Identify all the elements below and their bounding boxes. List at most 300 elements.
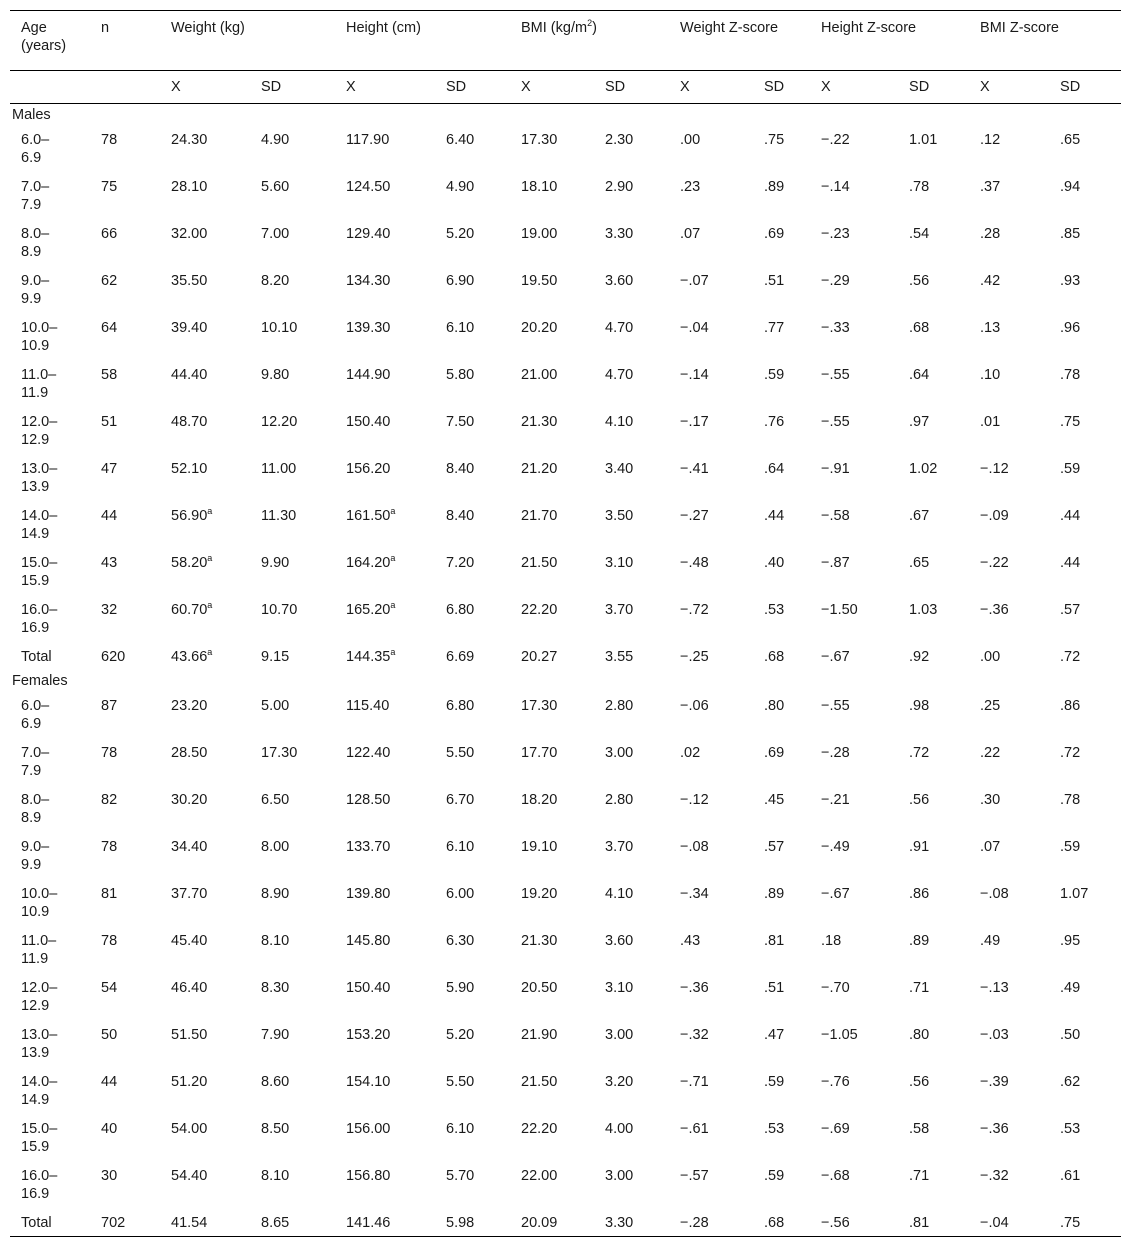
cell-bmi-z-sd: .49 (1060, 980, 1081, 996)
cell-age: 6.0– 6.9 (21, 132, 50, 166)
cell-weight-sd: 7.90 (261, 1027, 290, 1043)
cell-height-mean (335, 363, 435, 410)
cell-height-mean (335, 929, 435, 976)
cell-weight-mean (160, 316, 250, 363)
cell-weight-z-sd: .77 (764, 320, 785, 336)
cell-bmi-sd: 3.10 (605, 980, 634, 996)
table-row (10, 504, 1121, 551)
sub-header-sd: SD (435, 71, 510, 104)
cell-bmi-sd: 2.80 (605, 792, 634, 808)
cell-weight-z-sd: .81 (764, 933, 785, 949)
cell-n: 66 (101, 226, 118, 242)
cell-bmi-z-sd: .65 (1060, 132, 1081, 148)
sub-header-mean: X (969, 71, 1049, 104)
cell-height-z-sd: .91 (909, 839, 930, 855)
cell-height-sd: 6.10 (446, 320, 475, 336)
cell-height-mean (335, 457, 435, 504)
value: 145.80 (346, 933, 391, 949)
cell-weight-mean (160, 1117, 250, 1164)
cell-height-z-mean: −.49 (821, 839, 850, 855)
cell-age: 13.0– 13.9 (21, 461, 58, 495)
table-row (10, 128, 1121, 175)
cell-height-z-mean: −.28 (821, 745, 850, 761)
table-row (10, 222, 1121, 269)
cell-weight-mean (160, 175, 250, 222)
cell-bmi-z-sd: .85 (1060, 226, 1081, 242)
cell-weight-sd: 10.70 (261, 602, 298, 618)
cell-bmi-z-mean: .10 (980, 367, 1001, 383)
cell-weight-mean (160, 128, 250, 175)
cell-n: 75 (101, 179, 118, 195)
cell-bmi-mean: 21.00 (521, 367, 558, 383)
cell-height-sd: 5.50 (446, 1074, 475, 1090)
cell-height-sd: 6.40 (446, 132, 475, 148)
cell-height-z-mean: −.91 (821, 461, 850, 477)
sub-header-mean: X (510, 71, 594, 104)
cell-bmi-z-mean: −.12 (980, 461, 1009, 477)
cell-weight-z-sd: .51 (764, 273, 785, 289)
cell-age: Total (10, 1211, 90, 1237)
cell-weight-sd: 10.10 (261, 320, 298, 336)
value: 139.80 (346, 886, 391, 902)
section-label: Females (12, 673, 68, 689)
cell-bmi-z-mean: .42 (980, 273, 1001, 289)
cell-n: 44 (101, 508, 118, 524)
cell-bmi-z-mean: −.36 (980, 602, 1009, 618)
cell-age: 14.0– 14.9 (21, 1074, 58, 1108)
cell-height-z-sd: .68 (909, 320, 930, 336)
cell-weight-sd: 9.90 (261, 555, 290, 571)
cell-weight-mean (160, 835, 250, 882)
cell-weight-z-sd: .59 (764, 367, 785, 383)
cell-bmi-z-mean: .28 (980, 226, 1001, 242)
cell-height-sd: 6.10 (446, 1121, 475, 1137)
cell-height-mean (335, 410, 435, 457)
cell-weight-z-mean: −.41 (680, 461, 709, 477)
cell-weight-z-sd: .59 (764, 1074, 785, 1090)
cell-age: 16.0– 16.9 (21, 602, 58, 636)
value: 156.80 (346, 1168, 391, 1184)
table-body (10, 104, 1121, 1237)
value: 54.00 (171, 1121, 208, 1137)
cell-age: Total (21, 649, 52, 665)
cell-bmi-sd: 4.10 (605, 886, 634, 902)
cell-height-z-sd: .81 (898, 1211, 969, 1237)
table-row (10, 694, 1121, 741)
cell-height-z-mean: −.67 (821, 649, 850, 665)
cell-height-z-sd: .58 (909, 1121, 930, 1137)
cell-bmi-z-sd: .72 (1060, 649, 1081, 665)
col-header-bmi-z: BMI Z-score (969, 11, 1121, 71)
cell-bmi-z-mean: .07 (980, 839, 1001, 855)
cell-bmi-sd: 3.00 (605, 745, 634, 761)
cell-weight-sd: 11.30 (261, 508, 297, 524)
cell-age: 15.0– 15.9 (21, 1121, 58, 1155)
cell-n: 54 (101, 980, 118, 996)
cell-weight-z-mean: .23 (680, 179, 701, 195)
cell-height-z-mean: −.55 (821, 367, 850, 383)
anthropometric-table (10, 10, 1121, 1237)
cell-weight-z-mean: −.34 (680, 886, 709, 902)
cell-height-mean (335, 1211, 435, 1237)
value: 48.70 (171, 414, 208, 430)
cell-n: 78 (101, 839, 118, 855)
value: 156.00 (346, 1121, 391, 1137)
cell-age: 12.0– 12.9 (21, 414, 58, 448)
cell-height-mean (335, 1070, 435, 1117)
cell-bmi-mean: 22.20 (521, 1121, 558, 1137)
cell-age: 16.0– 16.9 (21, 1168, 58, 1202)
cell-weight-mean (160, 598, 250, 645)
cell-height-sd: 4.90 (446, 179, 475, 195)
value: 128.50 (346, 792, 391, 808)
cell-bmi-z-mean: .30 (980, 792, 1001, 808)
cell-height-z-sd: .56 (909, 1074, 930, 1090)
value: 34.40 (171, 839, 208, 855)
cell-weight-z-mean: −.06 (680, 698, 709, 714)
bmi-close: ) (592, 20, 597, 36)
cell-bmi-mean: 20.27 (521, 649, 558, 665)
cell-n: 50 (101, 1027, 118, 1043)
value: 37.70 (171, 886, 208, 902)
value: 133.70 (346, 839, 391, 855)
cell-height-z-sd: .71 (909, 980, 930, 996)
cell-height-mean (335, 128, 435, 175)
cell-weight-z-sd: .68 (764, 649, 785, 665)
cell-weight-z-mean: −.17 (680, 414, 709, 430)
cell-height-sd: 5.80 (446, 367, 475, 383)
cell-weight-z-mean: .02 (680, 745, 701, 761)
cell-height-z-sd: .64 (909, 367, 930, 383)
cell-bmi-z-sd: .44 (1060, 555, 1081, 571)
value: 43.66 (171, 649, 208, 665)
cell-bmi-sd: 4.00 (605, 1121, 634, 1137)
cell-weight-z-mean: .00 (680, 132, 701, 148)
table-row (10, 410, 1121, 457)
cell-weight-z-mean: −.61 (680, 1121, 709, 1137)
cell-bmi-mean: 18.10 (521, 179, 558, 195)
cell-bmi-mean: 20.50 (521, 980, 558, 996)
value: 41.54 (171, 1215, 208, 1231)
cell-height-z-mean: −.70 (821, 980, 850, 996)
cell-weight-mean (160, 1023, 250, 1070)
cell-height-mean (335, 504, 435, 551)
cell-n: 620 (101, 649, 126, 665)
cell-height-mean (335, 1164, 435, 1211)
cell-weight-z-mean: .43 (680, 933, 701, 949)
sub-header-empty (10, 71, 90, 104)
cell-weight-sd: 8.10 (261, 933, 290, 949)
cell-bmi-sd: 2.30 (605, 132, 634, 148)
value: 134.30 (346, 273, 391, 289)
table-row (10, 976, 1121, 1023)
cell-bmi-sd: 3.55 (605, 649, 634, 665)
table-row (10, 598, 1121, 645)
footnote-marker: a (207, 553, 213, 564)
cell-weight-z-sd: .53 (764, 1121, 785, 1137)
cell-height-sd: 6.80 (446, 602, 475, 618)
cell-height-sd: 7.20 (446, 555, 475, 571)
sub-header-sd: SD (898, 71, 969, 104)
sub-header-empty (90, 71, 160, 104)
cell-weight-z-sd: .57 (764, 839, 785, 855)
cell-age: 10.0– 10.9 (21, 320, 58, 354)
cell-weight-mean (160, 1164, 250, 1211)
cell-age: 8.0– 8.9 (21, 226, 50, 260)
cell-weight-sd: 9.80 (261, 367, 290, 383)
cell-height-sd: 5.20 (446, 1027, 475, 1043)
cell-weight-sd: 8.50 (261, 1121, 290, 1137)
section-label: Males (12, 107, 51, 123)
cell-height-mean (335, 835, 435, 882)
cell-bmi-sd: 3.70 (605, 602, 634, 618)
cell-weight-z-sd: .76 (764, 414, 785, 430)
cell-bmi-z-sd: .96 (1060, 320, 1081, 336)
cell-weight-mean (160, 269, 250, 316)
cell-height-z-sd: .92 (909, 649, 930, 665)
cell-height-z-sd: .56 (909, 792, 930, 808)
cell-weight-z-mean: −.32 (680, 1027, 709, 1043)
cell-height-sd: 5.98 (435, 1211, 510, 1237)
cell-bmi-sd: 3.00 (605, 1027, 634, 1043)
cell-bmi-mean: 22.00 (521, 1168, 558, 1184)
cell-n: 702 (90, 1211, 160, 1237)
cell-weight-mean (160, 551, 250, 598)
section-row (10, 670, 1121, 694)
footnote-marker: a (207, 506, 213, 517)
cell-height-z-sd: 1.01 (909, 132, 938, 148)
table-row (10, 741, 1121, 788)
cell-weight-z-mean: −.57 (680, 1168, 709, 1184)
value: 32.00 (171, 226, 208, 242)
cell-bmi-sd: 3.20 (605, 1074, 634, 1090)
cell-weight-sd: 8.90 (261, 886, 290, 902)
col-header-weight-z: Weight Z-score (669, 11, 810, 71)
value: 45.40 (171, 933, 208, 949)
cell-height-z-sd: .56 (909, 273, 930, 289)
cell-age: 11.0– 11.9 (21, 367, 57, 401)
cell-weight-sd: 7.00 (261, 226, 290, 242)
cell-bmi-mean: 21.50 (521, 1074, 558, 1090)
table-row (10, 1023, 1121, 1070)
value: 150.40 (346, 980, 391, 996)
cell-weight-mean (160, 457, 250, 504)
sub-header-sd: SD (1049, 71, 1121, 104)
value: 161.50 (346, 508, 391, 524)
cell-weight-z-sd: .40 (764, 555, 785, 571)
cell-weight-z-sd: .89 (764, 886, 785, 902)
cell-bmi-z-mean: −.13 (980, 980, 1009, 996)
cell-bmi-mean: 21.30 (521, 414, 558, 430)
cell-bmi-sd: 4.70 (605, 320, 634, 336)
cell-age: 15.0– 15.9 (21, 555, 58, 589)
cell-weight-z-mean: −.27 (680, 508, 709, 524)
cell-height-z-mean: −.68 (821, 1168, 850, 1184)
cell-bmi-sd: 4.10 (605, 414, 634, 430)
header-row-sub (10, 71, 1121, 104)
cell-age: 12.0– 12.9 (21, 980, 58, 1014)
cell-weight-mean (160, 929, 250, 976)
cell-weight-z-mean: −.04 (680, 320, 709, 336)
cell-weight-z-sd: .69 (764, 226, 785, 242)
cell-bmi-sd: 2.90 (605, 179, 634, 195)
cell-bmi-sd: 4.70 (605, 367, 634, 383)
table-row (10, 1164, 1121, 1211)
cell-n: 82 (101, 792, 118, 808)
cell-bmi-z-sd: .78 (1060, 792, 1081, 808)
cell-bmi-mean: 21.50 (521, 555, 558, 571)
footnote-marker: a (390, 600, 396, 611)
cell-weight-sd: 9.15 (261, 649, 290, 665)
value: 58.20 (171, 555, 208, 571)
sub-header-sd: SD (753, 71, 810, 104)
cell-weight-z-mean: −.36 (680, 980, 709, 996)
cell-weight-sd: 6.50 (261, 792, 290, 808)
cell-bmi-z-sd: .59 (1060, 461, 1081, 477)
table-row (10, 1070, 1121, 1117)
cell-weight-z-mean: −.08 (680, 839, 709, 855)
cell-bmi-z-mean: −.03 (980, 1027, 1009, 1043)
cell-weight-sd: 8.00 (261, 839, 290, 855)
cell-bmi-z-sd: .53 (1060, 1121, 1081, 1137)
cell-height-sd: 5.50 (446, 745, 475, 761)
cell-bmi-z-sd: 1.07 (1060, 886, 1089, 902)
cell-age: 6.0– 6.9 (21, 698, 50, 732)
table-row (10, 457, 1121, 504)
cell-bmi-z-sd: .44 (1060, 508, 1081, 524)
cell-bmi-z-mean: −.22 (980, 555, 1009, 571)
value: 39.40 (171, 320, 208, 336)
cell-bmi-mean: 22.20 (521, 602, 558, 618)
cell-weight-z-sd: .51 (764, 980, 785, 996)
value: 153.20 (346, 1027, 391, 1043)
cell-bmi-z-mean: .37 (980, 179, 1001, 195)
cell-height-z-sd: .97 (909, 414, 930, 430)
col-header-n: n (90, 11, 160, 71)
cell-bmi-sd: 3.70 (605, 839, 634, 855)
cell-height-mean (335, 1023, 435, 1070)
cell-age: 8.0– 8.9 (21, 792, 50, 826)
cell-weight-mean (160, 363, 250, 410)
cell-height-mean (335, 1117, 435, 1164)
cell-bmi-z-sd: .95 (1060, 933, 1081, 949)
cell-weight-z-sd: .75 (764, 132, 785, 148)
col-header-age: Age (years) (10, 11, 90, 71)
bmi-exponent: 2 (587, 18, 593, 29)
value: 54.40 (171, 1168, 208, 1184)
value: 28.10 (171, 179, 208, 195)
cell-weight-mean (160, 222, 250, 269)
cell-weight-z-mean: −.72 (680, 602, 709, 618)
sub-header-mean: X (810, 71, 898, 104)
cell-weight-sd: 11.00 (261, 461, 297, 477)
cell-weight-z-sd: .80 (764, 698, 785, 714)
cell-bmi-sd: 3.40 (605, 461, 634, 477)
cell-bmi-z-sd: .62 (1060, 1074, 1081, 1090)
cell-height-sd: 6.30 (446, 933, 475, 949)
cell-height-mean (335, 882, 435, 929)
value: 46.40 (171, 980, 208, 996)
cell-weight-z-sd: .64 (764, 461, 785, 477)
cell-weight-mean (160, 410, 250, 457)
value: 51.20 (171, 1074, 208, 1090)
cell-bmi-z-mean: .13 (980, 320, 1001, 336)
cell-weight-mean (160, 788, 250, 835)
cell-n: 47 (101, 461, 118, 477)
cell-bmi-z-mean: −.36 (980, 1121, 1009, 1137)
cell-bmi-sd: 3.60 (605, 273, 634, 289)
cell-bmi-z-mean: −.39 (980, 1074, 1009, 1090)
table-row (10, 1117, 1121, 1164)
value: 24.30 (171, 132, 208, 148)
cell-height-z-mean: −.21 (821, 792, 850, 808)
cell-height-sd: 6.90 (446, 273, 475, 289)
cell-weight-z-sd: .69 (764, 745, 785, 761)
cell-height-mean (335, 222, 435, 269)
value: 52.10 (171, 461, 208, 477)
value: 141.46 (346, 1215, 391, 1231)
table-row (10, 788, 1121, 835)
cell-weight-z-mean: .07 (680, 226, 701, 242)
cell-bmi-z-sd: .61 (1060, 1168, 1081, 1184)
cell-n: 62 (101, 273, 118, 289)
footnote-marker: a (390, 506, 396, 517)
cell-weight-mean (160, 976, 250, 1023)
cell-bmi-mean: 18.20 (521, 792, 558, 808)
value: 51.50 (171, 1027, 208, 1043)
cell-height-z-mean: −.87 (821, 555, 850, 571)
cell-weight-mean (160, 694, 250, 741)
cell-height-z-sd: .89 (909, 933, 930, 949)
cell-height-sd: 6.69 (446, 649, 475, 665)
value: 144.35 (346, 649, 391, 665)
cell-height-z-sd: .54 (909, 226, 930, 242)
cell-bmi-z-mean: .25 (980, 698, 1001, 714)
value: 156.20 (346, 461, 391, 477)
cell-n: 40 (101, 1121, 118, 1137)
value: 117.90 (346, 132, 390, 148)
cell-bmi-mean: 19.50 (521, 273, 558, 289)
col-header-height-z: Height Z-score (810, 11, 969, 71)
table-row (10, 835, 1121, 882)
cell-age: 10.0– 10.9 (21, 886, 58, 920)
cell-n: 78 (101, 132, 118, 148)
cell-height-z-mean: −.55 (821, 414, 850, 430)
cell-weight-z-sd: .44 (764, 508, 785, 524)
cell-height-z-mean: −.14 (821, 179, 850, 195)
cell-n: 32 (101, 602, 118, 618)
value: 122.40 (346, 745, 391, 761)
cell-age: 14.0– 14.9 (21, 508, 58, 542)
footnote-marker: a (207, 647, 213, 658)
value: 115.40 (346, 698, 390, 714)
value: 165.20 (346, 602, 391, 618)
value: 23.20 (171, 698, 208, 714)
cell-bmi-mean: 21.20 (521, 461, 558, 477)
table-row (10, 316, 1121, 363)
cell-height-z-sd: .78 (909, 179, 930, 195)
col-header-bmi (510, 11, 669, 71)
cell-bmi-mean: 19.10 (521, 839, 558, 855)
cell-n: 30 (101, 1168, 118, 1184)
value: 124.50 (346, 179, 391, 195)
cell-weight-z-mean: −.14 (680, 367, 709, 383)
cell-n: 87 (101, 698, 118, 714)
cell-bmi-sd: 2.80 (605, 698, 634, 714)
cell-weight-z-mean: −.12 (680, 792, 709, 808)
cell-bmi-z-mean: .49 (980, 933, 1001, 949)
cell-weight-sd: 4.90 (261, 132, 290, 148)
